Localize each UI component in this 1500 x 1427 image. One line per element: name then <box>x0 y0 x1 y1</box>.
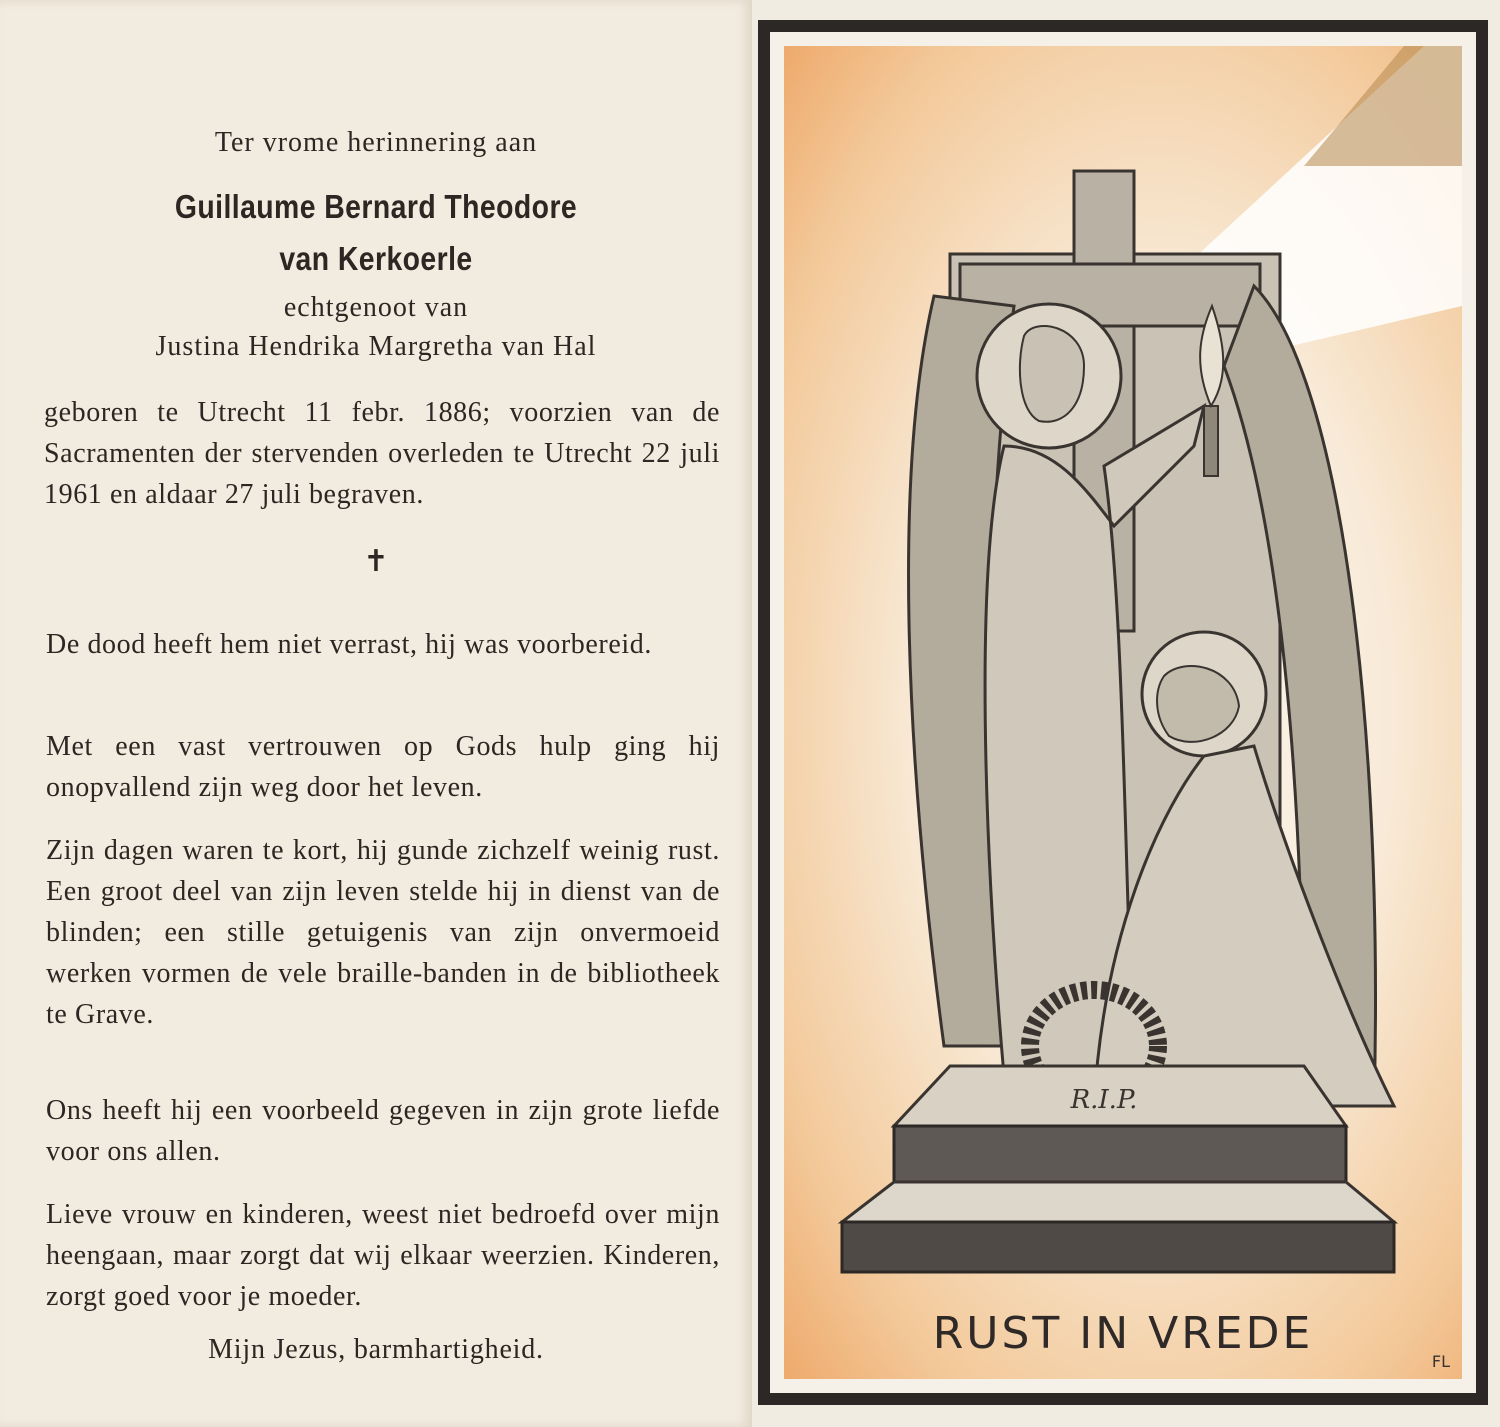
closing-prayer: Mijn Jezus, barmhartigheid. <box>208 1334 544 1365</box>
artist-initials: FL <box>1431 1352 1450 1371</box>
plinth-upper-step <box>894 1126 1346 1182</box>
illustration-panel <box>784 46 1462 1379</box>
base-step <box>842 1222 1394 1272</box>
spouse-label: echtgenoot van <box>283 292 469 323</box>
deceased-name-line1: Guillaume Bernard Theodore <box>174 188 578 225</box>
memorial-paragraph-5: Lieve vrouw en kinderen, weest niet bedroefd over mijn heengaan, maar zorgt dat wij elkaar weerzien. Kinderen, zorgt goed voor je moeder. <box>46 1199 720 1312</box>
plinth-inscription: R.I.P. <box>1070 1085 1138 1115</box>
memorial-paragraph-3: Zijn dagen waren te kort, hij gunde zichzelf weinig rust. Een groot deel van zijn leven stelde hij in dienst van de blinden; een stille getuigenis van zijn onvermoeid werken vormen de vele braille-banden in de bibliotheek te Grave. <box>46 835 720 1030</box>
biography-paragraph: geboren te Utrecht 11 febr. 1886; voorzien van de Sacramenten der stervenden overleden te Utrecht 22 juli 1961 en aldaar 27 juli begraven. <box>44 397 720 510</box>
base-top <box>842 1182 1394 1222</box>
black-border-frame <box>758 20 1488 1405</box>
cross-icon: ✝ <box>363 544 389 579</box>
memorial-illustration-page <box>752 0 1500 1427</box>
torch-handle <box>1204 406 1218 476</box>
corner-shadow <box>1304 46 1462 166</box>
deceased-name-line2: van Kerkoerle <box>279 240 473 277</box>
memorial-paragraph-2: Met een vast vertrouwen op Gods hulp ging hij onopvallend zijn weg door het leven. <box>46 731 720 803</box>
angel-head <box>1020 326 1084 422</box>
angel-monument-illustration <box>784 46 1462 1379</box>
rest-in-peace-caption: RUST IN VREDE <box>932 1308 1314 1359</box>
intro-line: Ter vrome herinnering aan <box>214 127 538 158</box>
spouse-name: Justina Hendrika Margretha van Hal <box>155 331 597 362</box>
memorial-paragraph-1: De dood heeft hem niet verrast, hij was voorbereid. <box>46 629 652 660</box>
memorial-paragraph-4: Ons heeft hij een voorbeeld gegeven in zijn grote liefde voor ons allen. <box>46 1095 720 1167</box>
